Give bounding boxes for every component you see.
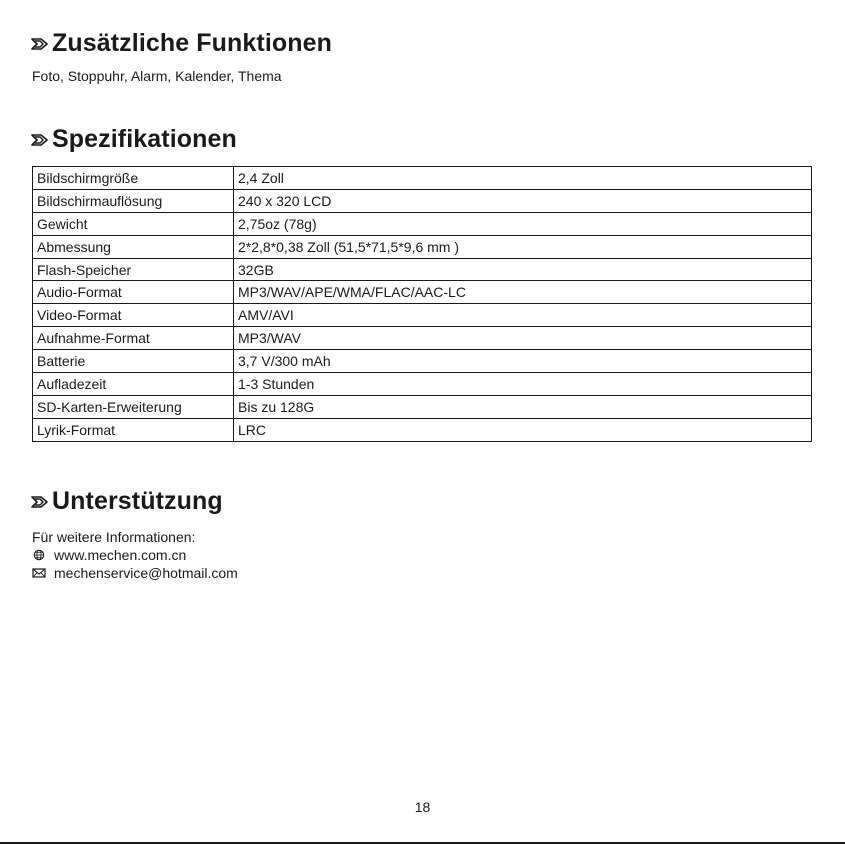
spec-key: SD-Karten-Erweiterung: [33, 395, 234, 418]
spec-value: 2*2,8*0,38 Zoll (51,5*71,5*9,6 mm ): [234, 235, 812, 258]
table-row: [33, 327, 812, 350]
arrow-icon: [31, 134, 48, 146]
support-intro: Für weitere Informationen:: [32, 529, 196, 545]
spec-key: Audio-Format: [33, 281, 234, 304]
table-row: [33, 212, 812, 235]
spec-value: 1-3 Stunden: [234, 373, 812, 396]
heading-specs: [31, 124, 237, 154]
table-row: [33, 373, 812, 396]
globe-icon: [32, 549, 46, 561]
table-row: [33, 189, 812, 212]
spec-key: Batterie: [33, 350, 234, 373]
arrow-icon: [31, 38, 48, 50]
spec-table: [32, 166, 812, 442]
heading-specs-text: Spezifikationen: [52, 125, 237, 153]
spec-value: MP3/WAV/APE/WMA/FLAC/AAC-LC: [234, 281, 812, 304]
table-row: [33, 281, 812, 304]
table-row: [33, 304, 812, 327]
envelope-icon: [32, 567, 46, 579]
spec-key: Lyrik-Format: [33, 418, 234, 441]
table-row: [33, 418, 812, 441]
email-link[interactable]: mechenservice@hotmail.com: [54, 565, 238, 581]
spec-key: Abmessung: [33, 235, 234, 258]
page-number: 18: [414, 799, 431, 815]
heading-support: [31, 486, 223, 516]
website-link[interactable]: www.mechen.com.cn: [54, 547, 187, 563]
arrow-icon: [31, 496, 48, 508]
spec-value: LRC: [234, 418, 812, 441]
email-line: [32, 564, 238, 582]
spec-key: Bildschirmauflösung: [33, 189, 234, 212]
spec-key: Aufnahme-Format: [33, 327, 234, 350]
spec-key: Video-Format: [33, 304, 234, 327]
spec-value: 2,4 Zoll: [234, 167, 812, 190]
spec-value: 240 x 320 LCD: [234, 189, 812, 212]
extras-text: Foto, Stoppuhr, Alarm, Kalender, Thema: [32, 68, 282, 84]
bottom-rule: [0, 842, 845, 844]
spec-key: Flash-Speicher: [33, 258, 234, 281]
spec-key: Bildschirmgröße: [33, 167, 234, 190]
heading-extras: [31, 28, 332, 58]
spec-value: MP3/WAV: [234, 327, 812, 350]
spec-value: Bis zu 128G: [234, 395, 812, 418]
heading-support-text: Unterstützung: [52, 487, 223, 515]
table-row: [33, 235, 812, 258]
spec-value: AMV/AVI: [234, 304, 812, 327]
spec-key: Gewicht: [33, 212, 234, 235]
table-row: [33, 167, 812, 190]
heading-extras-text: Zusätzliche Funktionen: [52, 29, 332, 57]
spec-value: 32GB: [234, 258, 812, 281]
spec-value: 3,7 V/300 mAh: [234, 350, 812, 373]
table-row: [33, 395, 812, 418]
website-line: [32, 546, 186, 564]
spec-value: 2,75oz (78g): [234, 212, 812, 235]
spec-key: Aufladezeit: [33, 373, 234, 396]
table-row: [33, 350, 812, 373]
table-row: [33, 258, 812, 281]
